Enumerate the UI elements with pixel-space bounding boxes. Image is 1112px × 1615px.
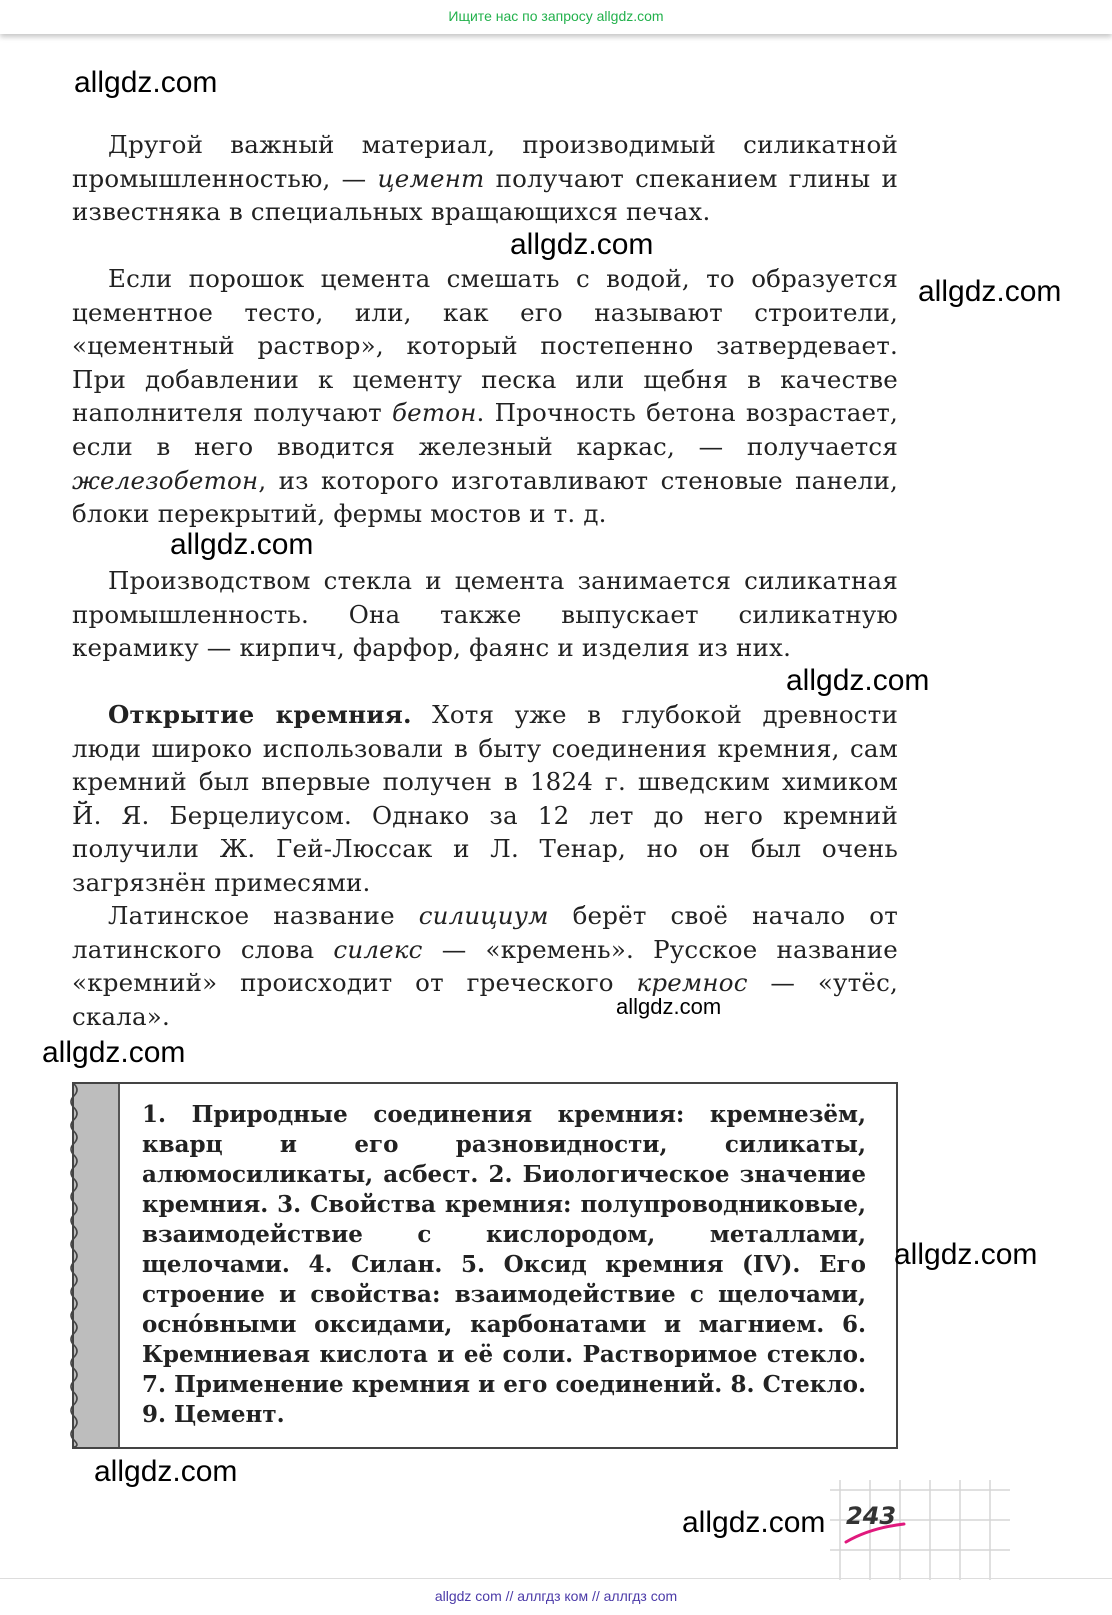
paragraph-discovery: Открытие кремния. Хотя уже в глубокой древности люди широко использовали в быту соединения кремния, сам кремний был впервые получен в 1824 г. шведским химиком Й. Я. Берцелиусом. Однако за 12 лет до него кремний получили Ж. Гей-Люссак и Л. Тенар, но он был очень загрязнён примесями.	[72, 700, 898, 897]
summary-stripe	[74, 1084, 120, 1447]
wavy-edge-decoration	[68, 1084, 80, 1447]
watermark: allgdz.com	[616, 994, 722, 1019]
watermark: allgdz.com	[94, 1455, 238, 1488]
watermark: allgdz.com	[918, 275, 1062, 308]
watermark: allgdz.com	[786, 664, 930, 697]
top-banner[interactable]: Ищите нас по запросу allgdz.com	[0, 0, 1112, 34]
bottom-links[interactable]: allgdz com // аллгдз ком // аллгдз com	[0, 1578, 1112, 1615]
watermark: allgdz.com	[894, 1238, 1038, 1271]
watermark: allgdz.com	[170, 528, 314, 561]
paragraph-etymology: Латинское название силициум берёт своё начало от латинского слова силекс — «кремень». Русское название «кремний» происходит от греческого кремнос — «утёс, скала».	[72, 901, 898, 1031]
paragraph-cement: Другой важный материал, производимый силикатной промышленностью, — цемент получают спеканием глины и известняка в специальных вращающихся печах.	[72, 130, 898, 227]
watermark: allgdz.com	[510, 228, 654, 261]
summary-text: 1. Природные соединения кремния: кремнезём, кварц и его разновидности, силикаты, алюмосиликаты, асбест. 2. Биологическое значение кремния. 3. Свойства кремния: полупроводниковые, взаимодействие с кислородом, металлами, щелочами. 4. Силан. 5. Оксид кремния (IV). Его строение и свойства: взаимодействие с щелочами, осно́вными оксидами, карбонатами и магнием. 6. Кремниевая кислота и её соли. Растворимое стекло. 7. Применение кремния и его соединений. 8. Стекло. 9. Цемент.	[142, 1101, 866, 1428]
paragraph-concrete: Если порошок цемента смешать с водой, то образуется цементное тесто, или, как его называют строители, «цементный раствор», который постепенно затвердевает. При добавлении к цементу песка или щебня в качестве наполнителя получают бетон. Прочность бетона возрастает, если в него вводится железный каркас, — получается железобетон, из которого изготавливают стеновые панели, блоки перекрытий, фермы мостов и т. д.	[72, 264, 898, 529]
page-corner-grid	[830, 1480, 1010, 1580]
watermark: allgdz.com	[682, 1506, 826, 1539]
watermark: allgdz.com	[74, 66, 218, 99]
paragraph-silicate-industry: Производством стекла и цемента занимается силикатная промышленность. Она также выпускает силикатную керамику — кирпич, фарфор, фаянс и изделия из них.	[72, 566, 898, 663]
page-number: 243	[846, 1502, 897, 1530]
summary-box	[72, 1082, 898, 1449]
watermark: allgdz.com	[42, 1036, 186, 1069]
